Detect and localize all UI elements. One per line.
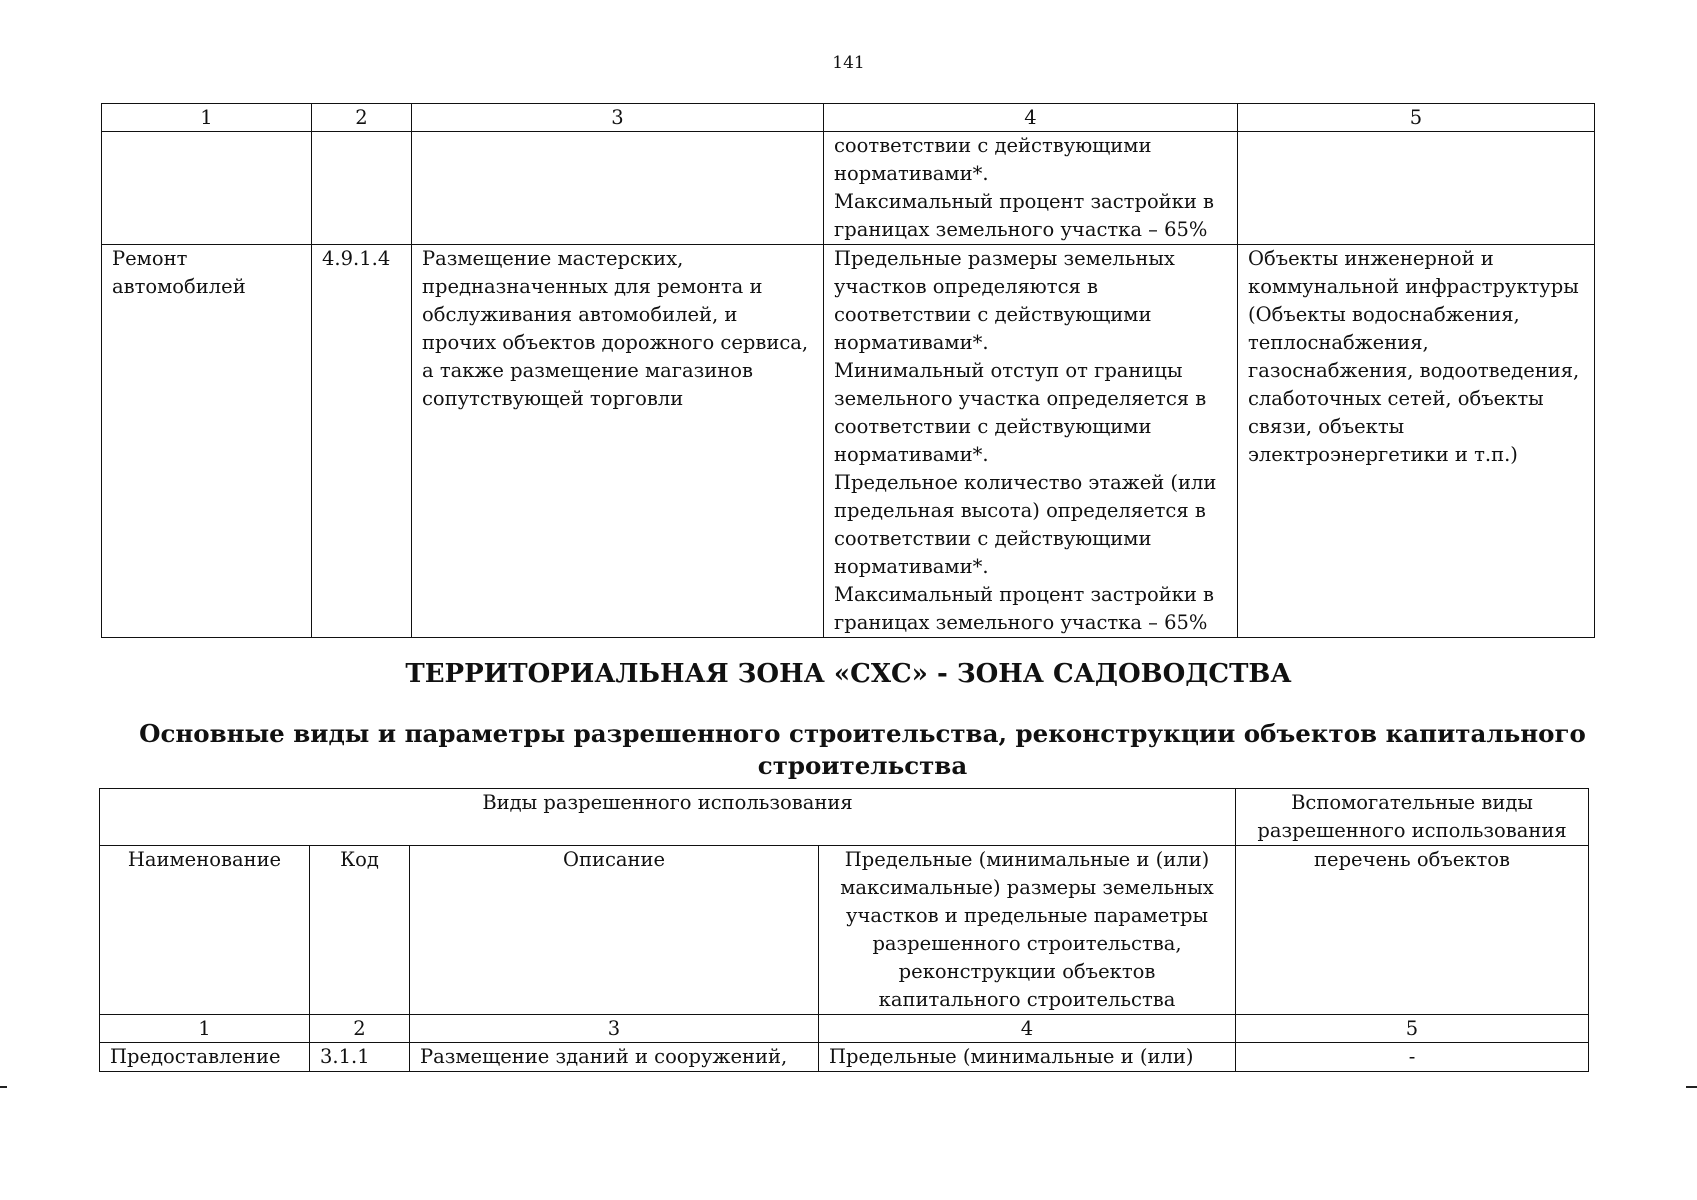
- column-number: 1: [100, 1015, 310, 1043]
- page-number: 141: [832, 53, 865, 73]
- name-cell: [102, 132, 312, 245]
- text-line: реконструкции объектов: [898, 960, 1156, 983]
- column-number: 5: [1236, 1015, 1589, 1043]
- text-line: максимальные) размеры земельных: [840, 876, 1214, 899]
- section-title-line: Основные виды и параметры разрешенного строительства, реконструкции объектов капитального: [139, 719, 1586, 748]
- text-line: Максимальный процент застройки в: [834, 583, 1215, 606]
- zone-table: [99, 788, 1589, 1072]
- name-cell: [102, 245, 312, 638]
- text-line: слаботочных сетей, объекты: [1248, 387, 1544, 410]
- page-edge-mark: [1686, 1086, 1697, 1088]
- text-line: Предельные (минимальные и (или): [844, 848, 1210, 871]
- text-line: электроэнергетики и т.п.): [1248, 443, 1518, 466]
- auxiliary-cell: [1238, 245, 1595, 638]
- text-line: Предельное количество этажей (или: [834, 471, 1217, 494]
- column-number: 3: [412, 104, 824, 132]
- page-edge-mark: [0, 1086, 7, 1088]
- auxiliary-cell: [1238, 132, 1595, 245]
- table-row-continued: [102, 132, 1595, 245]
- header-description: Описание: [410, 846, 819, 1015]
- description-cell: Размещение зданий и сооружений,: [410, 1043, 819, 1072]
- text-line: капитального строительства: [878, 988, 1176, 1011]
- text-line: нормативами*.: [834, 331, 989, 354]
- text-line: Ремонт: [112, 247, 188, 270]
- text-line: Минимальный отступ от границы: [834, 359, 1183, 382]
- header-objects: перечень объектов: [1236, 846, 1589, 1015]
- column-number-row: [100, 1015, 1589, 1043]
- text-line: обслуживания автомобилей, и: [422, 303, 738, 326]
- header-name: Наименование: [100, 846, 310, 1015]
- aux-header: [1236, 789, 1589, 846]
- text-line: соответствии с действующими: [834, 303, 1152, 326]
- text-line: предельная высота) определяется в: [834, 499, 1206, 522]
- description-cell: [412, 245, 824, 638]
- text-line: соответствии с действующими: [834, 527, 1152, 550]
- text-line: Размещение мастерских,: [422, 247, 684, 270]
- text-line: нормативами*.: [834, 443, 989, 466]
- params-cell: Предельные (минимальные и (или): [819, 1043, 1236, 1072]
- column-number: 3: [410, 1015, 819, 1043]
- code-cell: 4.9.1.4: [312, 245, 412, 638]
- section-title-line: строительства: [757, 751, 968, 780]
- text-line: сопутствующей торговли: [422, 387, 684, 410]
- section-title: [130, 718, 1595, 782]
- params-cell: [824, 132, 1238, 245]
- group-header: Виды разрешенного использования: [100, 789, 1236, 846]
- text-line: Предельные размеры земельных: [834, 247, 1175, 270]
- text-line: предназначенных для ремонта и: [422, 275, 763, 298]
- code-cell: [312, 132, 412, 245]
- table-row-car-repair: [102, 245, 1595, 638]
- group-header-row: [100, 789, 1589, 846]
- table-row: [100, 1043, 1589, 1072]
- text-line: коммунальной инфраструктуры: [1248, 275, 1579, 298]
- column-number-row: [102, 104, 1595, 132]
- text-line: разрешенного строительства,: [872, 932, 1182, 955]
- text-line: прочих объектов дорожного сервиса,: [422, 331, 809, 354]
- text-line: Максимальный процент застройки в: [834, 190, 1215, 213]
- text-line: Вспомогательные виды: [1291, 791, 1533, 814]
- text-line: связи, объекты: [1248, 415, 1405, 438]
- text-line: нормативами*.: [834, 162, 989, 185]
- column-number: 2: [312, 104, 412, 132]
- column-number: 4: [824, 104, 1238, 132]
- column-number: 1: [102, 104, 312, 132]
- code-cell: 3.1.1: [310, 1043, 410, 1072]
- header-params: [819, 846, 1236, 1015]
- text-line: земельного участка определяется в: [834, 387, 1207, 410]
- text-line: Объекты инженерной и: [1248, 247, 1494, 270]
- text-line: теплоснабжения,: [1248, 331, 1429, 354]
- text-line: границах земельного участка – 65%: [834, 218, 1208, 241]
- column-number: 5: [1238, 104, 1595, 132]
- text-line: разрешенного использования: [1257, 819, 1567, 842]
- column-header-row: [100, 846, 1589, 1015]
- text-line: газоснабжения, водоотведения,: [1248, 359, 1580, 382]
- text-line: нормативами*.: [834, 555, 989, 578]
- column-number: 4: [819, 1015, 1236, 1043]
- text-line: участков и предельные параметры: [845, 904, 1209, 927]
- text-line: соответствии с действующими: [834, 415, 1152, 438]
- continued-table: [101, 103, 1595, 638]
- name-cell: Предоставление: [100, 1043, 310, 1072]
- column-number: 2: [310, 1015, 410, 1043]
- auxiliary-cell: -: [1236, 1043, 1589, 1072]
- text-line: а также размещение магазинов: [422, 359, 753, 382]
- params-cell: [824, 245, 1238, 638]
- text-line: соответствии с действующими: [834, 134, 1152, 157]
- header-code: Код: [310, 846, 410, 1015]
- text-line: (Объекты водоснабжения,: [1248, 303, 1520, 326]
- zone-title: ТЕРРИТОРИАЛЬНАЯ ЗОНА «СХС» - ЗОНА САДОВОДСТВА: [405, 659, 1292, 689]
- text-line: границах земельного участка – 65%: [834, 611, 1208, 634]
- description-cell: [412, 132, 824, 245]
- text-line: участков определяются в: [834, 275, 1098, 298]
- text-line: автомобилей: [112, 275, 246, 298]
